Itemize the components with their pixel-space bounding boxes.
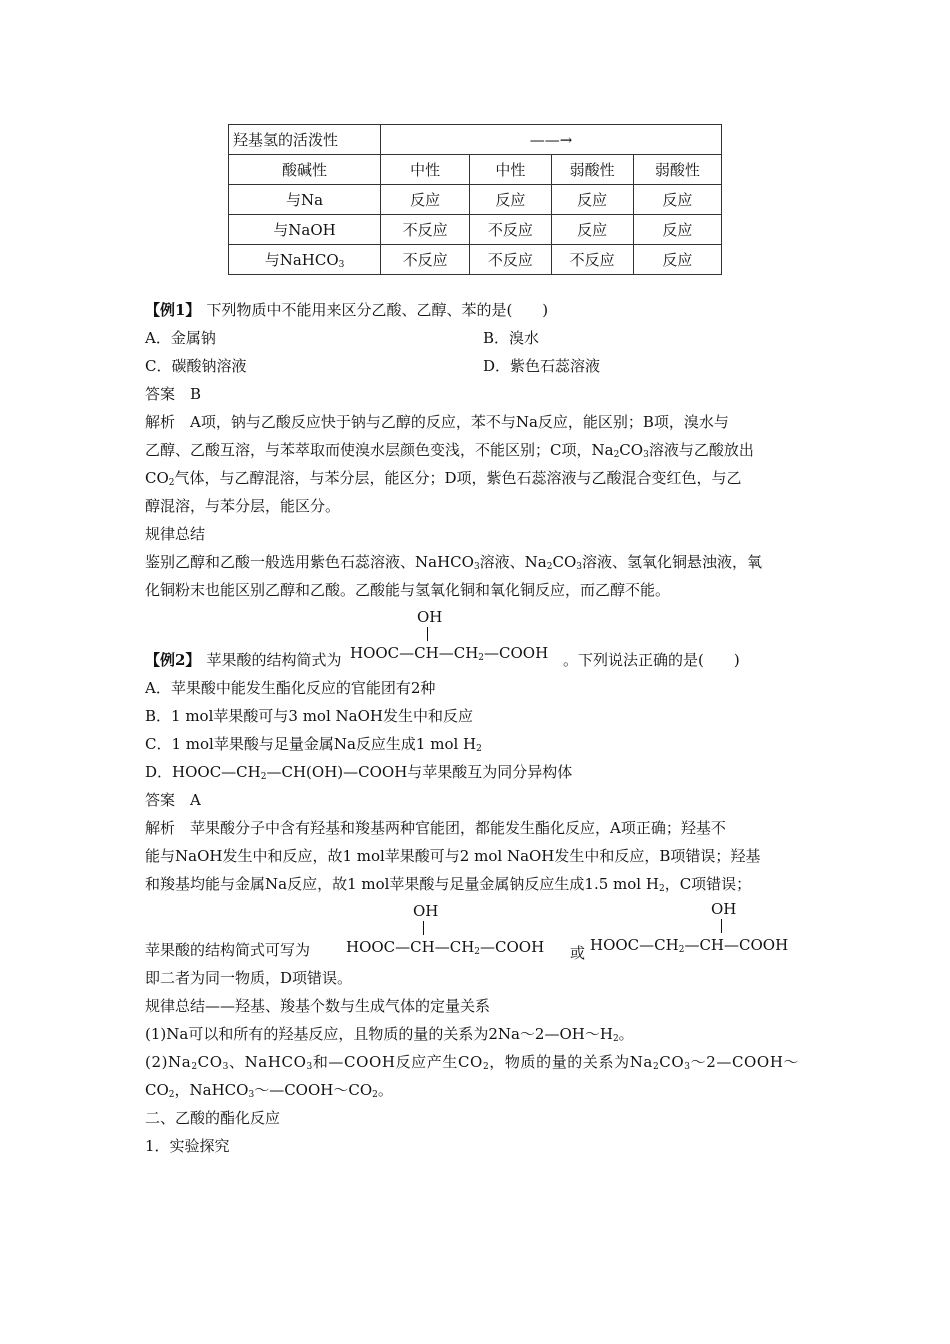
analysis-line: 即二者为同一物质，D项错误。 xyxy=(145,969,353,987)
table-row xyxy=(229,215,722,245)
table-cell: 反应 xyxy=(381,185,470,215)
formula-chain: $HOOC—CH—CH_2—COOH$ xyxy=(346,938,545,957)
table-cell: 弱酸性 xyxy=(551,155,633,185)
formula-chain: $HOOC—CH_2—CH—COOH$ xyxy=(590,936,789,955)
or-word: 或 xyxy=(570,944,586,962)
summary-line: (1)Na可以和所有的羟基反应，且物质的量的关系为$2Na\sim 2—OH\sim H_2$。 xyxy=(145,1025,634,1044)
analysis-line: 和羧基均能与金属Na反应，故1 mol苹果酸与足量金属钠反应生成1.5 mol $H_2$，C项错误； xyxy=(145,875,752,894)
option-d: D．紫色石蕊溶液 xyxy=(483,357,601,375)
table-header-label: 羟基氢的活泼性 xyxy=(229,125,381,155)
table-cell: 反应 xyxy=(551,215,633,245)
option-c: C．碳酸钠溶液 xyxy=(145,357,247,375)
comparison-table xyxy=(228,124,722,275)
question-tail: 。下列说法正确的是( ) xyxy=(563,651,740,669)
analysis-line: 乙醇、乙酸互溶，与苯萃取而使溴水层颜色变浅，不能区别；C项，$Na_2CO_3$溶液与乙酸放出 xyxy=(145,441,754,460)
example-tag: 【例2】 xyxy=(145,651,201,669)
summary-line: $CO_2$，$NaHCO_3\sim—COOH\sim CO_2$。 xyxy=(145,1081,393,1100)
analysis-line: 苹果酸的结构简式可写为 xyxy=(145,941,311,959)
table-row xyxy=(229,185,722,215)
table-cell: 反应 xyxy=(633,215,721,245)
analysis-line: 能与NaOH发生中和反应，故1 mol苹果酸可与2 mol NaOH发生中和反应，B项错误；羟基 xyxy=(145,847,761,865)
table-cell: 中性 xyxy=(381,155,470,185)
summary-title: 规律总结 xyxy=(145,525,206,543)
option-b: B．溴水 xyxy=(483,329,540,347)
table-cell: 与NaHCO$_3$ xyxy=(229,245,381,275)
option-a: A．苹果酸中能发生酯化反应的官能团有2种 xyxy=(145,679,436,697)
analysis-line: 醇混溶，与苯分层，能区分。 xyxy=(145,497,341,515)
formula-oh: OH xyxy=(711,900,737,918)
table-cell: 反应 xyxy=(633,185,721,215)
answer: 答案 B xyxy=(145,385,202,403)
formula-oh: OH xyxy=(417,608,443,626)
malic-acid-formula-1 xyxy=(346,902,566,962)
example2-question: 【例2】 苹果酸的结构简式为 xyxy=(145,651,342,669)
table-cell: 反应 xyxy=(633,245,721,275)
answer: 答案 A xyxy=(145,791,201,809)
table-row xyxy=(229,245,722,275)
option-b: B．1 mol苹果酸可与3 mol NaOH发生中和反应 xyxy=(145,707,473,725)
table-cell: 酸碱性 xyxy=(229,155,381,185)
option-a: A．金属钠 xyxy=(145,329,216,347)
table-cell: 反应 xyxy=(470,185,551,215)
table-cell: 与Na xyxy=(229,185,381,215)
summary-line: $(2)Na_2CO_3$、NaHCO$_3$和—COOH反应产生$CO_2$，物质的量的关系为$Na_2CO_3\sim 2—COOH\sim$ xyxy=(145,1053,800,1072)
analysis-line: 解析 A项，钠与乙酸反应快于钠与乙醇的反应，苯不与Na反应，能区别；B项，溴水与 xyxy=(145,413,729,431)
summary-title: 规律总结——羟基、羧基个数与生成气体的定量关系 xyxy=(145,997,491,1015)
table-cell: 反应 xyxy=(551,185,633,215)
summary-line: 化铜粉末也能区别乙醇和乙酸。乙酸能与氢氧化铜和氧化铜反应，而乙醇不能。 xyxy=(145,581,671,599)
malic-acid-formula xyxy=(350,608,560,668)
formula-bond xyxy=(427,627,428,641)
table-row xyxy=(229,125,722,155)
option-c: C．1 mol苹果酸与足量金属Na反应生成1 mol $H_2$ xyxy=(145,735,482,754)
malic-acid-formula-2 xyxy=(590,900,810,960)
section-heading: 二、乙酸的酯化反应 xyxy=(145,1109,281,1127)
table-cell: 不反应 xyxy=(551,245,633,275)
example-tag: 【例1】 xyxy=(145,301,201,319)
formula-bond xyxy=(721,919,722,933)
analysis-line: $CO_2$气体，与乙醇混溶，与苯分层，能区分；D项，紫色石蕊溶液与乙酸混合变红色，与乙 xyxy=(145,469,742,488)
example1-question: 【例1】 下列物质中不能用来区分乙酸、乙醇、苯的是( ) xyxy=(145,301,549,319)
table-cell: 不反应 xyxy=(470,215,551,245)
table-cell: 不反应 xyxy=(381,215,470,245)
formula-oh: OH xyxy=(413,902,439,920)
table-cell: 与NaOH xyxy=(229,215,381,245)
summary-line: 鉴别乙醇和乙酸一般选用紫色石蕊溶液、NaHCO$_3$溶液、$Na_2CO_3$溶液、氢氧化铜悬浊液，氧 xyxy=(145,553,763,572)
table-cell: 不反应 xyxy=(381,245,470,275)
table-cell: 中性 xyxy=(470,155,551,185)
activity-arrow: ——→ xyxy=(381,125,722,155)
table-cell: 弱酸性 xyxy=(633,155,721,185)
analysis-line: 解析 苹果酸分子中含有羟基和羧基两种官能团，都能发生酯化反应，A项正确；羟基不 xyxy=(145,819,726,837)
table-row xyxy=(229,155,722,185)
formula-chain: $HOOC—CH—CH_2—COOH$ xyxy=(350,644,549,663)
option-d: D．$HOOC—CH_2—CH(OH)—COOH$与苹果酸互为同分异构体 xyxy=(145,763,573,782)
section-subheading: 1．实验探究 xyxy=(145,1137,230,1155)
formula-bond xyxy=(423,921,424,935)
table-cell: 不反应 xyxy=(470,245,551,275)
